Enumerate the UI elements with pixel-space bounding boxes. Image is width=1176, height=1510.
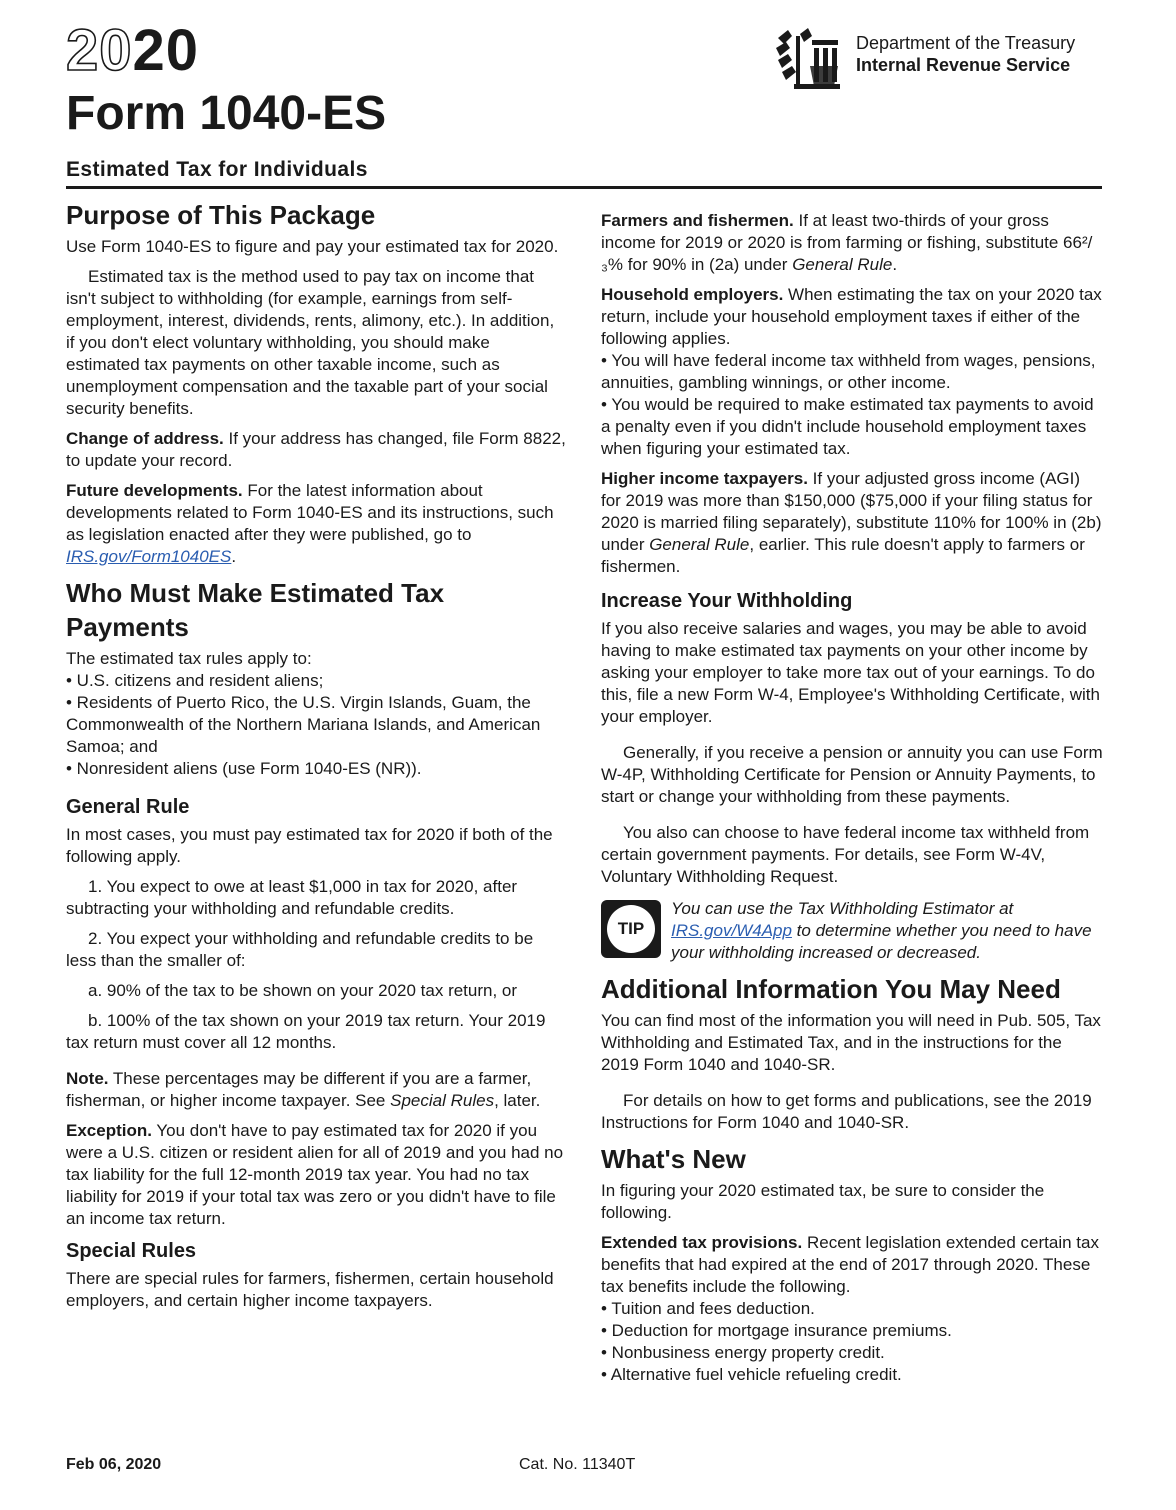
tip-icon: [601, 900, 661, 958]
farmers-end: .: [892, 255, 898, 274]
purpose-paragraph-2: Estimated tax is the method used to pay tax on income that isn't subject to withholding (for example, earnings from self-employment, interest, dividends, rents, alimony, etc.). In addition, if you don't elect voluntary withholding, you should make estimated tax payments on other taxable income, such as unemployment compensation and the taxable part of your social security benefits.: [66, 267, 555, 418]
general-rule-intro: In most cases, you must pay estimated tax for 2020 if both of the following apply.: [66, 825, 553, 866]
whats-new-paragraph: In figuring your 2020 estimated tax, be sure to consider the following.: [601, 1181, 1045, 1222]
year-solid: 20: [132, 18, 200, 83]
tip-text-end: to determine whether you need to have your withholding increased or decreased.: [671, 921, 1092, 962]
form1040es-link[interactable]: IRS.gov/Form1040ES: [66, 547, 232, 566]
form-year: [66, 20, 199, 82]
tip-badge-label: TIP: [607, 905, 655, 953]
household-lead: Household employers.: [601, 285, 784, 304]
general-rule-item-2: 2. You expect your withholding and refundable credits to be less than the smaller of:: [66, 929, 534, 970]
higher-income-lead: Higher income taxpayers.: [601, 469, 808, 488]
note-paragraph: [66, 1068, 566, 1112]
irs-eagle-logo-icon: [772, 26, 846, 92]
increase-paragraph-2: Generally, if you receive a pension or annuity you can use Form W-4P, Withholding Certificate for Pension or Annuity Payments, to start or change your withholding from these payments.: [601, 743, 1103, 806]
list-item: • Nonresident aliens (use Form 1040-ES (NR)).: [66, 759, 422, 778]
right-column: [601, 210, 1103, 1386]
farmers-paragraph: [601, 210, 1103, 276]
list-item: • You would be required to make estimated tax payments to avoid a penalty even if you didn't include household employment taxes when figuring your estimated tax.: [601, 395, 1094, 458]
header-rule: [66, 186, 1102, 189]
tip-box: [601, 898, 1103, 964]
exception-text: You don't have to pay estimated tax for 2020 if you were a U.S. citizen or resident alien for all of 2019 and you had no tax liability for the full 12-month 2019 tax year. You had no tax liability for 2019 if your total tax was zero or you didn't have to file an income tax return.: [66, 1121, 564, 1228]
change-of-address-text: If your address has changed, file Form 8822, to update your record.: [66, 429, 566, 470]
household-paragraph: [601, 284, 1103, 350]
w4app-link[interactable]: IRS.gov/W4App: [671, 921, 792, 940]
household-text: When estimating the tax on your 2020 tax return, include your household employment taxes if either of the following applies.: [601, 285, 1102, 348]
year-outline: 20: [66, 18, 133, 83]
list-item: • Residents of Puerto Rico, the U.S. Virgin Islands, Guam, the Commonwealth of the Northern Mariana Islands, and American Samoa; and: [66, 693, 541, 756]
change-of-address-lead: Change of address.: [66, 429, 224, 448]
higher-income-end: , earlier. This rule doesn't apply to farmers or fishermen.: [601, 535, 1085, 576]
additional-paragraph-2: For details on how to get forms and publications, see the 2019 Instructions for Form 1040 and 1040-SR.: [601, 1091, 1092, 1132]
section-heading-who-must: Who Must Make Estimated Tax Payments: [66, 578, 445, 642]
extended-provisions-text: Recent legislation extended certain tax benefits that had expired at the end of 2017 through 2020. These tax benefits include the following.: [601, 1233, 1099, 1296]
who-bullet-list: [66, 670, 566, 780]
general-rule-item-a: a. 90% of the tax to be shown on your 2020 tax return, or: [88, 981, 518, 1000]
special-rules-paragraph: There are special rules for farmers, fishermen, certain household employers, and certain higher income taxpayers.: [66, 1269, 554, 1310]
list-item: • You will have federal income tax withheld from wages, pensions, annuities, gambling winnings, or other income.: [601, 351, 1096, 392]
left-column: [66, 198, 566, 1320]
additional-paragraph-1: You can find most of the information you will need in Pub. 505, Tax Withholding and Estimated Tax, and in the instructions for the 2019 Form 1040 and 1040-SR.: [601, 1011, 1101, 1074]
who-intro: The estimated tax rules apply to:: [66, 649, 312, 668]
agency-block: [772, 26, 1112, 96]
list-item: • U.S. citizens and resident aliens;: [66, 671, 324, 690]
increase-paragraph-3: You also can choose to have federal income tax withheld from certain government payments. For details, see Form W-4V, Voluntary Withholding Request.: [601, 823, 1090, 886]
section-heading-whats-new: What's New: [601, 1144, 746, 1174]
higher-income-text: If your adjusted gross income (AGI) for 2019 was more than $150,000 ($75,000 if your filing status for 2020 is married filing separately), substitute 110% for 100% in (2b) under: [601, 469, 1102, 554]
higher-income-emphasis: General Rule: [649, 535, 750, 554]
farmers-text: If at least two-thirds of your gross income for 2019 or 2020 is from farming or fishing, substitute 66²/₃% for 90% in (2a) under: [601, 211, 1093, 274]
subheading-special-rules: Special Rules: [66, 1240, 197, 1262]
note-text: These percentages may be different if you are a farmer, fisherman, or higher income taxpayer. See: [66, 1069, 532, 1110]
list-item: • Deduction for mortgage insurance premiums.: [601, 1321, 952, 1340]
note-emphasis: Special Rules: [390, 1091, 495, 1110]
general-rule-item-b: b. 100% of the tax shown on your 2019 tax return. Your 2019 tax return must cover all 12 months.: [66, 1011, 546, 1052]
subheading-general-rule: General Rule: [66, 796, 190, 818]
form-title: Form 1040-ES: [66, 87, 387, 140]
higher-income-paragraph: [601, 468, 1103, 578]
section-heading-purpose: Purpose of This Package: [66, 200, 376, 230]
future-developments-text: For the latest information about developments related to Form 1040-ES and its instructions, such as legislation enacted after they were published, go to: [66, 481, 554, 544]
department-name: Department of the Treasury: [856, 33, 1076, 53]
list-item: • Alternative fuel vehicle refueling credit.: [601, 1365, 902, 1384]
form-subtitle: Estimated Tax for Individuals: [66, 158, 368, 181]
future-developments-lead: Future developments.: [66, 481, 243, 500]
tip-text-start: You can use the Tax Withholding Estimator at: [671, 899, 1014, 918]
increase-paragraph-1: If you also receive salaries and wages, you may be able to avoid having to make estimated tax payments on your other income by asking your employer to take more tax out of your earnings. To do this, file a new Form W-4, Employee's Withholding Certificate, with your employer.: [601, 619, 1100, 726]
future-developments-paragraph: [66, 480, 566, 568]
list-item: • Tuition and fees deduction.: [601, 1299, 815, 1318]
subheading-increase-withholding: Increase Your Withholding: [601, 590, 853, 612]
extended-provisions-lead: Extended tax provisions.: [601, 1233, 803, 1252]
list-item: • Nonbusiness energy property credit.: [601, 1343, 885, 1362]
general-rule-item-1: 1. You expect to owe at least $1,000 in tax for 2020, after subtracting your withholding and refundable credits.: [66, 877, 518, 918]
future-developments-end: .: [231, 547, 237, 566]
purpose-paragraph-1: Use Form 1040-ES to figure and pay your estimated tax for 2020.: [66, 237, 559, 256]
change-of-address-paragraph: [66, 428, 566, 472]
footer-catalog-number: Cat. No. 11340T: [519, 1456, 636, 1473]
section-heading-additional-info: Additional Information You May Need: [601, 974, 1061, 1004]
farmers-emphasis: General Rule: [792, 255, 893, 274]
extended-bullet-list: [601, 1298, 1103, 1386]
exception-lead: Exception.: [66, 1121, 152, 1140]
farmers-lead: Farmers and fishermen.: [601, 211, 794, 230]
footer-date: Feb 06, 2020: [66, 1456, 162, 1473]
note-end: , later.: [494, 1091, 541, 1110]
agency-name: Internal Revenue Service: [856, 55, 1071, 75]
extended-provisions-paragraph: [601, 1232, 1103, 1298]
exception-paragraph: [66, 1120, 566, 1230]
note-lead: Note.: [66, 1069, 109, 1088]
